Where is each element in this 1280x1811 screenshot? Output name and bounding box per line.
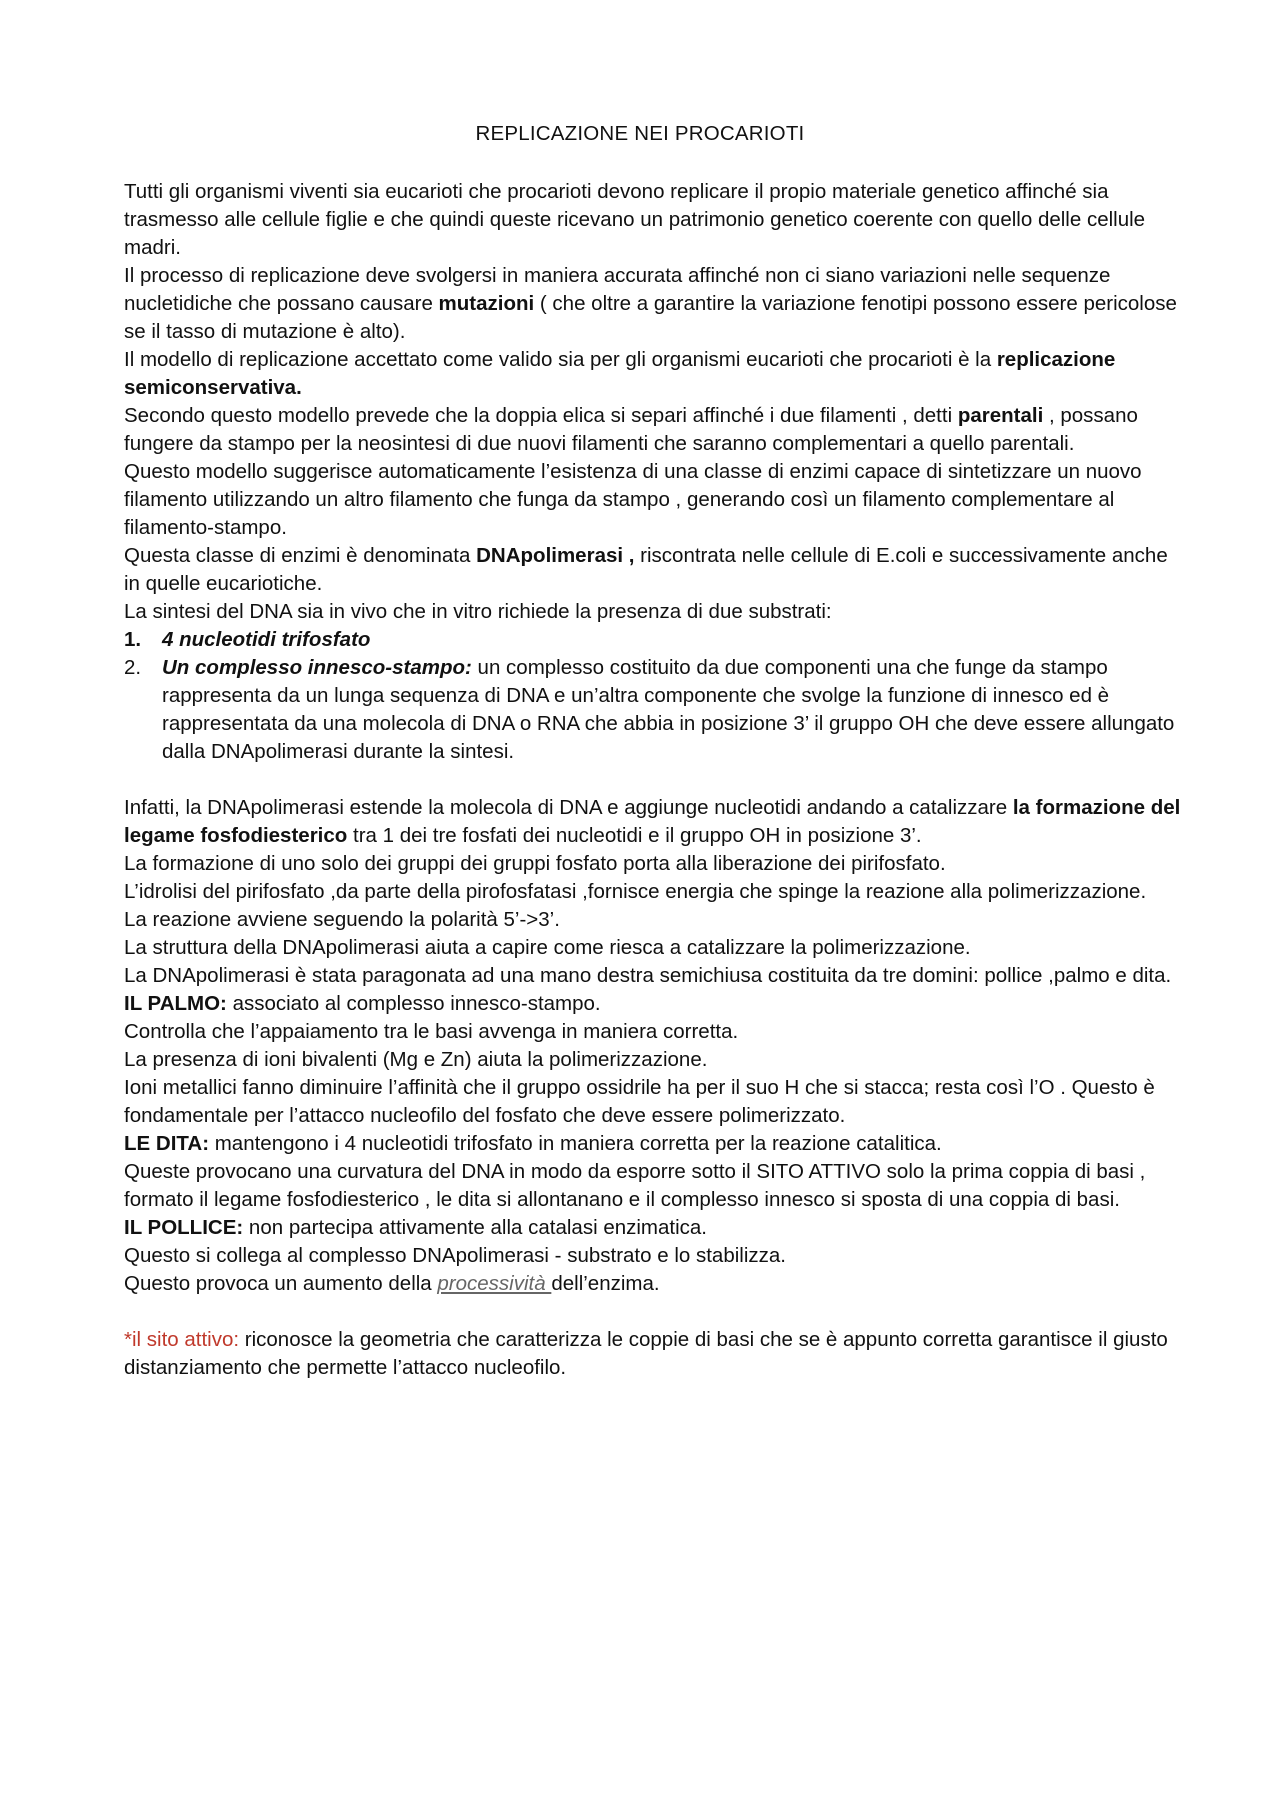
paragraph-catalysis (124, 794, 1184, 850)
paragraph-curvatura: Queste provocano una curvatura del DNA in modo da esporre sotto il SITO ATTIVO solo la prima coppia di basi , formato il legame fosfodiesterico , le dita si allontanano e il complesso innesco si sposta di una coppia di basi. (124, 1160, 1146, 1211)
paragraph-gap (124, 1298, 1184, 1326)
text-run: riconosce la geometria che caratterizza le coppie di basi che se è appunto corretta garantisce il giusto distanziamento che permette l’attacco nucleofilo. (124, 1328, 1168, 1379)
text-run: Questa classe di enzimi è denominata (124, 544, 477, 567)
paragraph-gap (124, 766, 1184, 794)
paragraph-enzymes: Questo modello suggerisce automaticamente l’esistenza di una classe di enzimi capace di sintetizzare un nuovo filamento utilizzando un altro filamento che funga da stampo , generando così un filamento complementare al filamento-stampo. (124, 460, 1142, 539)
text-run: Il modello di replicazione accettato come valido sia per gli organismi eucarioti che procarioti è la (124, 348, 997, 371)
term-pollice: IL POLLICE: (124, 1216, 244, 1239)
list-number: 1. (124, 628, 142, 651)
paragraph-note-sito-attivo (124, 1326, 1184, 1382)
text-run: Infatti, la DNApolimerasi estende la molecola di DNA e aggiunge nucleotidi andando a catalizzare (124, 796, 1013, 819)
paragraph-intro: Tutti gli organismi viventi sia eucarioti che procarioti devono replicare il propio materiale genetico affinché sia trasmesso alle cellule figlie e che quindi queste ricevano un patrimonio genetico coerente con quello delle cellule madri. (124, 180, 1146, 259)
paragraph-dita (124, 1130, 1184, 1158)
text-run: dell’enzima. (551, 1272, 660, 1295)
text-run: Questo provoca un aumento della (124, 1272, 438, 1295)
text-run: , possano fungere da stampo per la neosintesi di due nuovi filamenti che saranno complementari a quello parentali. (124, 404, 1138, 455)
term-palmo: IL PALMO: (124, 992, 227, 1015)
text-run: non partecipa attivamente alla catalasi enzimatica. (243, 1216, 708, 1239)
text-run: mantengono i 4 nucleotidi trifosfato in maniera corretta per la reazione catalitica. (209, 1132, 942, 1155)
list-item (124, 654, 1184, 766)
paragraph-appaiamento: Controlla che l’appaiamento tra le basi avvenga in maniera corretta. (124, 1020, 739, 1043)
term-legame-fosfodiesterico: la formazione del legame fosfodiesterico (124, 796, 1181, 847)
text-run: Il processo di replicazione deve svolgersi in maniera accurata affinché non ci siano variazioni nelle sequenze nucletidiche che possano causare (124, 264, 1111, 315)
note-label: *il sito attivo: (124, 1328, 240, 1351)
list-text: un complesso costituito da due componenti una che funge da stampo rappresenta da un lunga sequenza di DNA e un’altra componente che svolge la funzione di innesco ed è rappresentata da una molecola di DNA o RNA che abbia in posizione 3’ il gruppo OH che deve essere allungato dalla DNApolimerasi durante la sintesi. (162, 656, 1175, 763)
term-mutazioni: mutazioni (438, 292, 535, 315)
paragraph-stabilizza: Questo si collega al complesso DNApolimerasi - substrato e lo stabilizza. (124, 1244, 786, 1267)
paragraph-processivita (124, 1270, 1184, 1298)
text-run: riscontrata nelle cellule di E.coli e successivamente anche in quelle eucariotiche. (124, 544, 1168, 595)
paragraph-palmo (124, 990, 1184, 1018)
document-body (124, 178, 1184, 1382)
list-number: 2. (124, 656, 142, 679)
paragraph-polarita: La reazione avviene seguendo la polarità 5’->3’. (124, 908, 560, 931)
paragraph-mano: La DNApolimerasi è stata paragonata ad una mano destra semichiusa costituita da tre domini: pollice ,palmo e dita. (124, 964, 1172, 987)
term-parentali: parentali (957, 404, 1044, 427)
paragraph-accuracy (124, 262, 1184, 346)
paragraph-pollice (124, 1214, 1184, 1242)
paragraph-idrolisi: L’idrolisi del pirifosfato ,da parte della pirofosfatasi ,fornisce energia che spinge la reazione alla polimerizzazione. (124, 880, 1147, 903)
paragraph-parentali (124, 402, 1184, 458)
text-run: ( che oltre a garantire la variazione fenotipi possono essere pericolose se il tasso di mutazione è alto). (124, 292, 1177, 343)
paragraph-substrates: La sintesi del DNA sia in vivo che in vitro richiede la presenza di due substrati: (124, 600, 832, 623)
text-run: associato al complesso innesco-stampo. (226, 992, 601, 1015)
paragraph-ioni-metallici: Ioni metallici fanno diminuire l’affinità che il gruppo ossidrile ha per il suo H che si stacca; resta così l’O . Questo è fondamentale per l’attacco nucleofilo del fosfato che deve essere polimerizzato. (124, 1076, 1155, 1127)
paragraph-dnapolimerasi (124, 542, 1184, 598)
list-label: Un complesso innesco-stampo: (162, 656, 472, 679)
text-run: Secondo questo modello prevede che la doppia elica si separi affinché i due filamenti , detti (124, 404, 958, 427)
text-run: tra 1 dei tre fosfati dei nucleotidi e il gruppo OH in posizione 3’. (347, 824, 922, 847)
paragraph-struttura: La struttura della DNApolimerasi aiuta a capire come riesca a catalizzare la polimerizzazione. (124, 936, 971, 959)
paragraph-pirofosfato: La formazione di uno solo dei gruppi dei gruppi fosfato porta alla liberazione dei pirifosfato. (124, 852, 946, 875)
term-semiconservativa: replicazione semiconservativa. (124, 348, 1116, 399)
paragraph-ioni: La presenza di ioni bivalenti (Mg e Zn) aiuta la polimerizzazione. (124, 1048, 708, 1071)
paragraph-model (124, 346, 1184, 402)
term-dnapolimerasi: DNApolimerasi , (476, 544, 635, 567)
page-title: REPLICAZIONE NEI PROCARIOTI (475, 122, 805, 145)
processivita-link[interactable]: processività (437, 1272, 552, 1295)
list-label: 4 nucleotidi trifosfato (162, 628, 371, 651)
list-item (124, 626, 1184, 654)
term-dita: LE DITA: (124, 1132, 210, 1155)
